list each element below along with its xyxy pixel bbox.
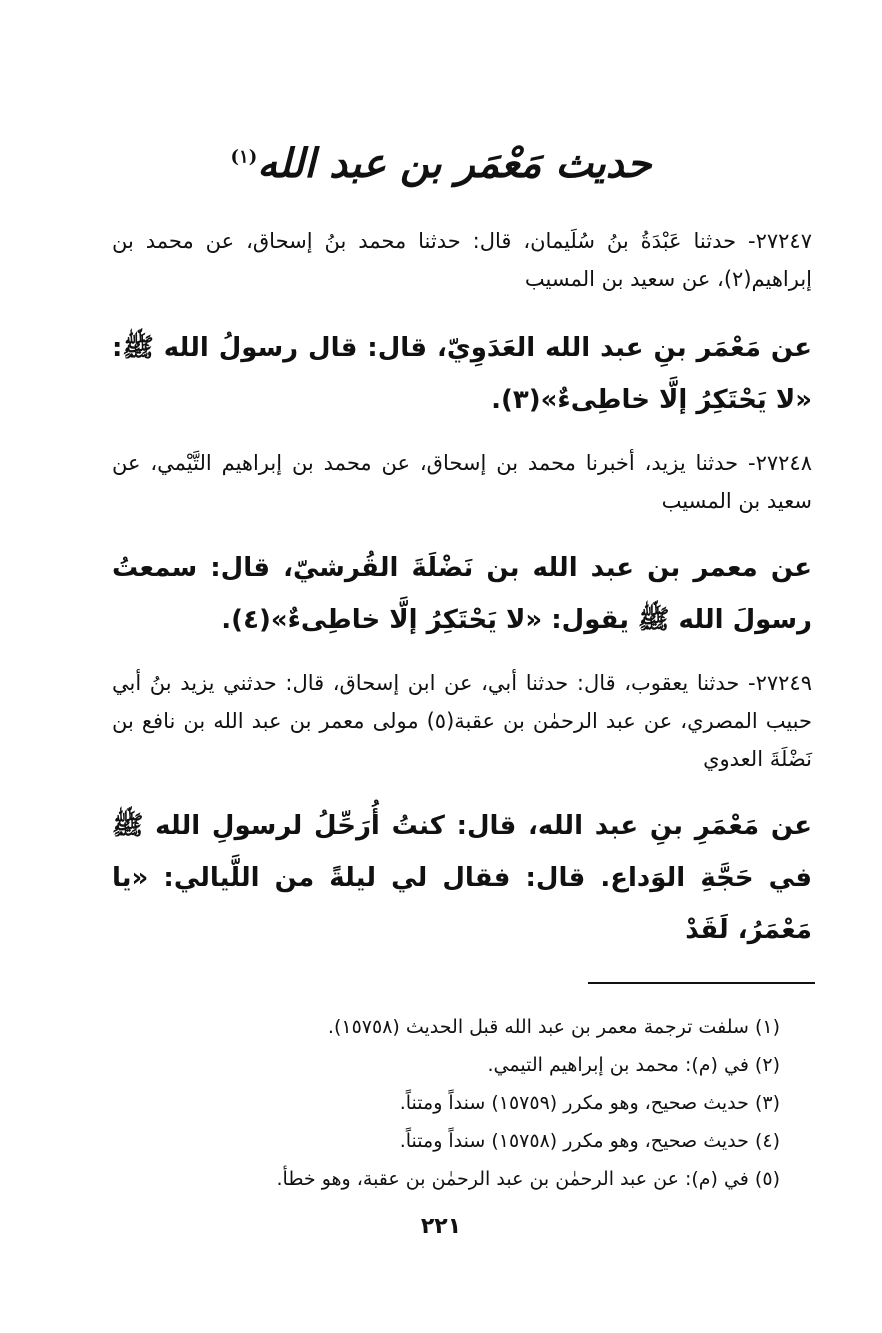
chapter-heading (0, 140, 882, 187)
footnote-1: (١) سلفت ترجمة معمر بن عبد الله قبل الحديث (١٥٧٥٨). (327, 1016, 780, 1038)
footnote-5: (٥) في (م): عن عبد الرحمٰن بن عبد الرحمٰن بن عقبة، وهو خطأ. (276, 1168, 780, 1190)
hadith-27248-matn: عن معمر بن عبد الله بن نَضْلَةَ القُرشيّ، قال: سمعتُ رسولَ الله ﷺ يقول: «لا يَحْتَكِرُ إلَّا خاطِىءٌ»(٤). (112, 553, 812, 635)
footnotes (100, 1008, 780, 1198)
page-number: ٢٢١ (420, 1214, 462, 1239)
hadith-27247-isnad: ٢٧٢٤٧- حدثنا عَبْدَةُ بنُ سُلَيمان، قال: حدثنا محمد بنُ إسحاق، عن محمد بن إبراهيم(٢)، عن سعيد بن المسيب (112, 229, 812, 291)
chapter-title: حديث مَعْمَر بن عبد الله (257, 140, 652, 187)
hadith-27249-isnad: ٢٧٢٤٩- حدثنا يعقوب، قال: حدثنا أبي، عن ابن إسحاق، قال: حدثني يزيد بنُ أبي حبيب المصري، عن عبد الرحمٰن بن عقبة(٥) مولى معمر بن عبد الله بن نافع بن نَضْلَةَ العدوي (112, 671, 812, 771)
footnote-2: (٢) في (م): محمد بن إبراهيم التيمي. (487, 1054, 780, 1076)
hadith-27248-isnad: ٢٧٢٤٨- حدثنا يزيد، أخبرنا محمد بن إسحاق، عن محمد بن إبراهيم التَّيْمي، عن سعيد بن المسيب (112, 451, 812, 513)
hadith-27249-matn: عن مَعْمَرِ بنِ عبد الله، قال: كنتُ أُرَحِّلُ لرسولِ الله ﷺ في حَجَّةِ الوَداع. قال: فقال لي ليلةً من اللَّيالي: «يا مَعْمَرُ، لَقَدْ (112, 811, 812, 945)
footnote-divider (588, 982, 815, 984)
footnote-4: (٤) حديث صحيح، وهو مكرر (١٥٧٥٨) سنداً ومتناً. (399, 1130, 780, 1152)
chapter-title-note: (١) (230, 146, 258, 168)
footnote-3: (٣) حديث صحيح، وهو مكرر (١٥٧٥٩) سنداً ومتناً. (399, 1092, 780, 1114)
hadith-27247-matn: عن مَعْمَر بنِ عبد الله العَدَوِيّ، قال: قال رسولُ الله ﷺ: «لا يَحْتَكِرُ إلَّا خاطِىءٌ»(٣). (112, 333, 812, 415)
